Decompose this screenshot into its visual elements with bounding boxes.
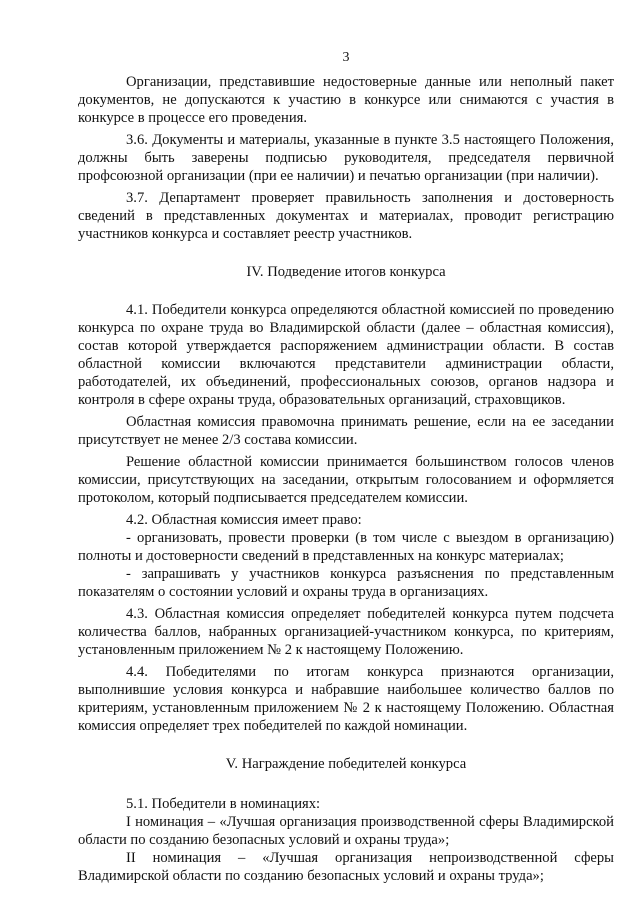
page-number: 3: [342, 50, 350, 65]
paragraph-4-2: 4.2. Областная комиссия имеет право:: [126, 512, 362, 528]
paragraph-4-1: 4.1. Победители конкурса определяются областной комиссией по проведению конкурса по охране труда во Владимирской области (далее – областная комиссия), состав которой утверждается распоряжением администрации области. В состав областной комиссии включаются представители администрации области, работодателей, их объединений, профессиональных союзов, органов надзора и контроля в сфере охраны труда, образовательных организаций, страховщиков.: [78, 302, 614, 408]
section-4-heading: IV. Подведение итогов конкурса: [246, 264, 446, 280]
paragraph-disqualification: Организации, представившие недостоверные данные или неполный пакет документов, не допускаются к участию в конкурсе или снимаются с участия в конкурсе в процессе его проведения.: [78, 74, 614, 126]
paragraph-quorum: Областная комиссия правомочна принимать решение, если на ее заседании присутствует не менее 2/3 состава комиссии.: [78, 414, 614, 448]
paragraph-decision: Решение областной комиссии принимается большинством голосов членов комиссии, присутствующих на заседании, открытым голосованием и оформляется протоколом, который подписывается председателем комиссии.: [78, 454, 614, 506]
list-item-requests: - запрашивать у участников конкурса разъяснения по представленным показателям о состоянии условий и охраны труда в организациях.: [78, 566, 614, 600]
paragraph-4-3: 4.3. Областная комиссия определяет победителей конкурса путем подсчета количества баллов, набранных организацией-участником конкурса, по критериям, установленным приложением № 2 к настоящему Положению.: [78, 606, 614, 658]
paragraph-3-6: 3.6. Документы и материалы, указанные в пункте 3.5 настоящего Положения, должны быть заверены подписью руководителя, председателя первичной профсоюзной организации (при ее наличии) и печатью организации (при наличии).: [78, 132, 614, 184]
paragraph-5-1: 5.1. Победители в номинациях:: [126, 796, 321, 812]
paragraph-3-7: 3.7. Департамент проверяет правильность заполнения и достоверность сведений в представленных документах и материалах, проводит регистрацию участников конкурса и составляет реестр участников.: [78, 190, 614, 242]
section-5-heading: V. Награждение победителей конкурса: [225, 756, 467, 772]
document-body: [78, 73, 614, 885]
nomination-1: I номинация – «Лучшая организация производственной сферы Владимирской области по созданию безопасных условий и охраны труда»;: [78, 814, 614, 848]
list-item-inspections: - организовать, провести проверки (в том числе с выездом в организацию) полноты и достоверности сведений в представленных на конкурс материалах;: [78, 530, 614, 564]
paragraph-4-4: 4.4. Победителями по итогам конкурса признаются организации, выполнившие условия конкурса и набравшие наибольшее количество баллов по критериям, установленным приложением № 2 к настоящему Положению. Областная комиссия определяет трех победителей по каждой номинации.: [78, 664, 614, 734]
nomination-2: II номинация – «Лучшая организация непроизводственной сферы Владимирской области по созданию безопасных условий и охраны труда»;: [78, 850, 614, 884]
